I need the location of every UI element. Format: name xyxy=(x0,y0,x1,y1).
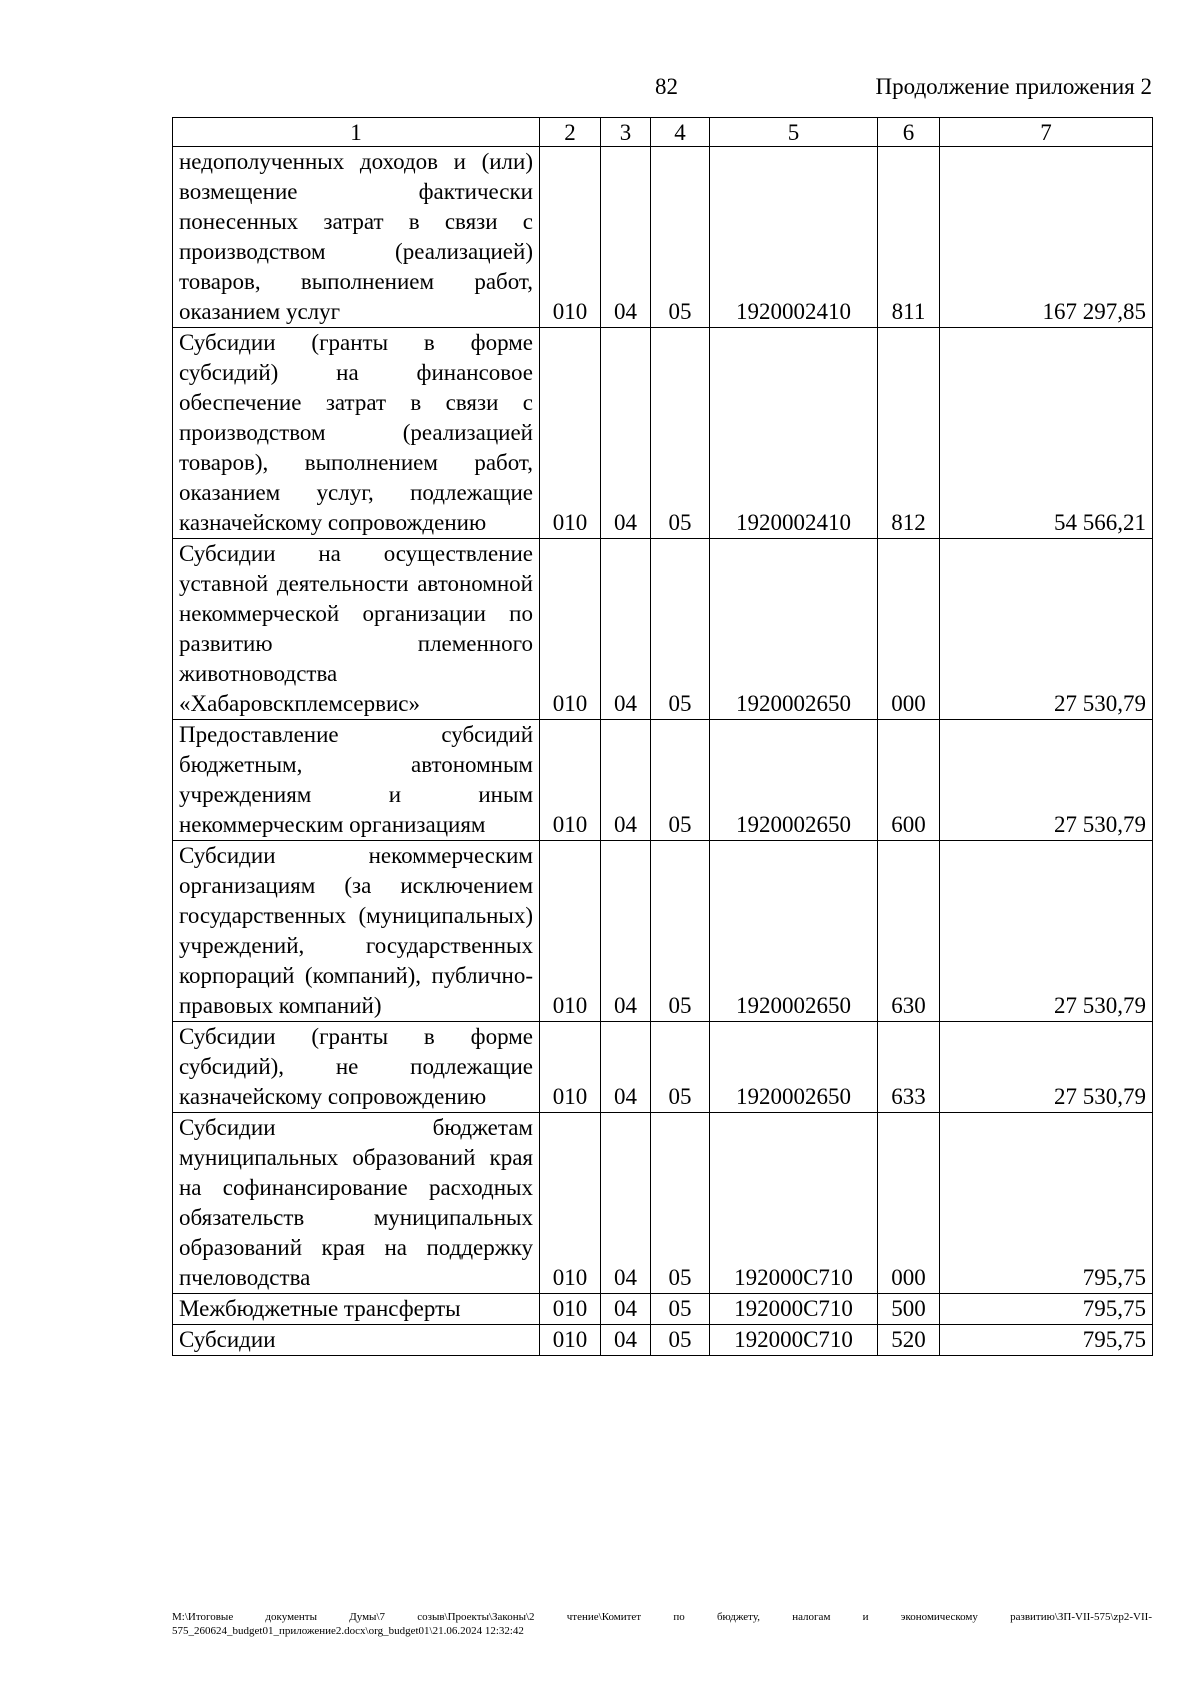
row-code-4: 05 xyxy=(651,1294,710,1325)
row-code-3: 04 xyxy=(601,1113,651,1294)
row-amount: 54 566,21 xyxy=(940,328,1153,539)
row-code-5: 1920002650 xyxy=(710,1022,878,1113)
column-header-3: 3 xyxy=(601,118,651,147)
row-code-3: 04 xyxy=(601,1022,651,1113)
row-code-5: 1920002650 xyxy=(710,720,878,841)
row-description: Субсидии xyxy=(173,1325,540,1356)
row-description: Субсидии на осуществление уставной деятельности автономной некоммерческой организации по развитию племенного животноводства «Хабаровскплемсервис» xyxy=(173,539,540,720)
table-row xyxy=(173,1022,1153,1113)
column-header-4: 4 xyxy=(651,118,710,147)
row-amount: 27 530,79 xyxy=(940,720,1153,841)
table-row xyxy=(173,1113,1153,1294)
row-code-2: 010 xyxy=(540,1113,601,1294)
row-description: Субсидии (гранты в форме субсидий) на финансовое обеспечение затрат в связи с производством (реализацией товаров), выполнением работ, оказанием услуг, подлежащие казначейскому сопровождению xyxy=(173,328,540,539)
row-description: Субсидии некоммерческим организациям (за исключением государственных (муниципальных) учреждений, государственных корпораций (компаний), публично-правовых компаний) xyxy=(173,841,540,1022)
row-code-2: 010 xyxy=(540,1325,601,1356)
row-code-2: 010 xyxy=(540,1294,601,1325)
table-row xyxy=(173,1294,1153,1325)
row-code-4: 05 xyxy=(651,1022,710,1113)
row-code-2: 010 xyxy=(540,1022,601,1113)
row-code-4: 05 xyxy=(651,539,710,720)
row-code-6: 812 xyxy=(878,328,940,539)
row-description: Межбюджетные трансферты xyxy=(173,1294,540,1325)
column-header-2: 2 xyxy=(540,118,601,147)
table-row xyxy=(173,720,1153,841)
row-description: Субсидии (гранты в форме субсидий), не подлежащие казначейскому сопровождению xyxy=(173,1022,540,1113)
column-header-1: 1 xyxy=(173,118,540,147)
row-code-6: 000 xyxy=(878,539,940,720)
row-code-5: 1920002650 xyxy=(710,539,878,720)
table-row xyxy=(173,841,1153,1022)
row-code-5: 192000С710 xyxy=(710,1294,878,1325)
table-row xyxy=(173,328,1153,539)
row-code-6: 633 xyxy=(878,1022,940,1113)
footer-file-path: М:\Итоговые документы Думы\7 созыв\Проекты\Законы\2 чтение\Комитет по бюджету, налогам и экономическому развитию\ЗП-VII-575\zp2-VII-575_260624_budget01_приложение2.docx\org_budget01\21.06.2024 12:32:42 xyxy=(172,1611,1152,1637)
row-code-3: 04 xyxy=(601,1294,651,1325)
row-code-3: 04 xyxy=(601,328,651,539)
row-amount: 795,75 xyxy=(940,1325,1153,1356)
row-code-2: 010 xyxy=(540,147,601,328)
continuation-title: Продолжение приложения 2 xyxy=(875,74,1152,99)
row-code-4: 05 xyxy=(651,147,710,328)
row-description: Предоставление субсидий бюджетным, автономным учреждениям и иным некоммерческим организациям xyxy=(173,720,540,841)
row-code-4: 05 xyxy=(651,1113,710,1294)
row-code-3: 04 xyxy=(601,147,651,328)
row-code-5: 1920002410 xyxy=(710,328,878,539)
row-code-5: 1920002410 xyxy=(710,147,878,328)
column-header-6: 6 xyxy=(878,118,940,147)
row-code-6: 811 xyxy=(878,147,940,328)
row-code-3: 04 xyxy=(601,841,651,1022)
row-code-2: 010 xyxy=(540,841,601,1022)
row-amount: 27 530,79 xyxy=(940,1022,1153,1113)
row-code-3: 04 xyxy=(601,539,651,720)
row-code-4: 05 xyxy=(651,841,710,1022)
row-description: Субсидии бюджетам муниципальных образований края на софинансирование расходных обязательств муниципальных образований края на поддержку пчеловодства xyxy=(173,1113,540,1294)
row-amount: 167 297,85 xyxy=(940,147,1153,328)
row-code-6: 000 xyxy=(878,1113,940,1294)
row-code-5: 192000С710 xyxy=(710,1113,878,1294)
row-code-6: 600 xyxy=(878,720,940,841)
row-code-6: 630 xyxy=(878,841,940,1022)
row-code-5: 1920002650 xyxy=(710,841,878,1022)
row-code-4: 05 xyxy=(651,328,710,539)
row-code-3: 04 xyxy=(601,1325,651,1356)
row-code-2: 010 xyxy=(540,720,601,841)
table-row xyxy=(173,1325,1153,1356)
row-amount: 795,75 xyxy=(940,1294,1153,1325)
row-code-2: 010 xyxy=(540,539,601,720)
table-row xyxy=(173,539,1153,720)
header-row xyxy=(173,118,1153,147)
page-number: 82 xyxy=(655,74,678,99)
row-amount: 27 530,79 xyxy=(940,539,1153,720)
budget-table xyxy=(172,117,1153,1356)
table-row xyxy=(173,147,1153,328)
column-header-7: 7 xyxy=(940,118,1153,147)
row-description: недополученных доходов и (или) возмещение фактически понесенных затрат в связи с производством (реализацией) товаров, выполнением работ, оказанием услуг xyxy=(173,147,540,328)
row-code-5: 192000С710 xyxy=(710,1325,878,1356)
row-amount: 795,75 xyxy=(940,1113,1153,1294)
row-code-6: 520 xyxy=(878,1325,940,1356)
row-amount: 27 530,79 xyxy=(940,841,1153,1022)
row-code-6: 500 xyxy=(878,1294,940,1325)
row-code-3: 04 xyxy=(601,720,651,841)
row-code-2: 010 xyxy=(540,328,601,539)
row-code-4: 05 xyxy=(651,1325,710,1356)
row-code-4: 05 xyxy=(651,720,710,841)
column-header-5: 5 xyxy=(710,118,878,147)
